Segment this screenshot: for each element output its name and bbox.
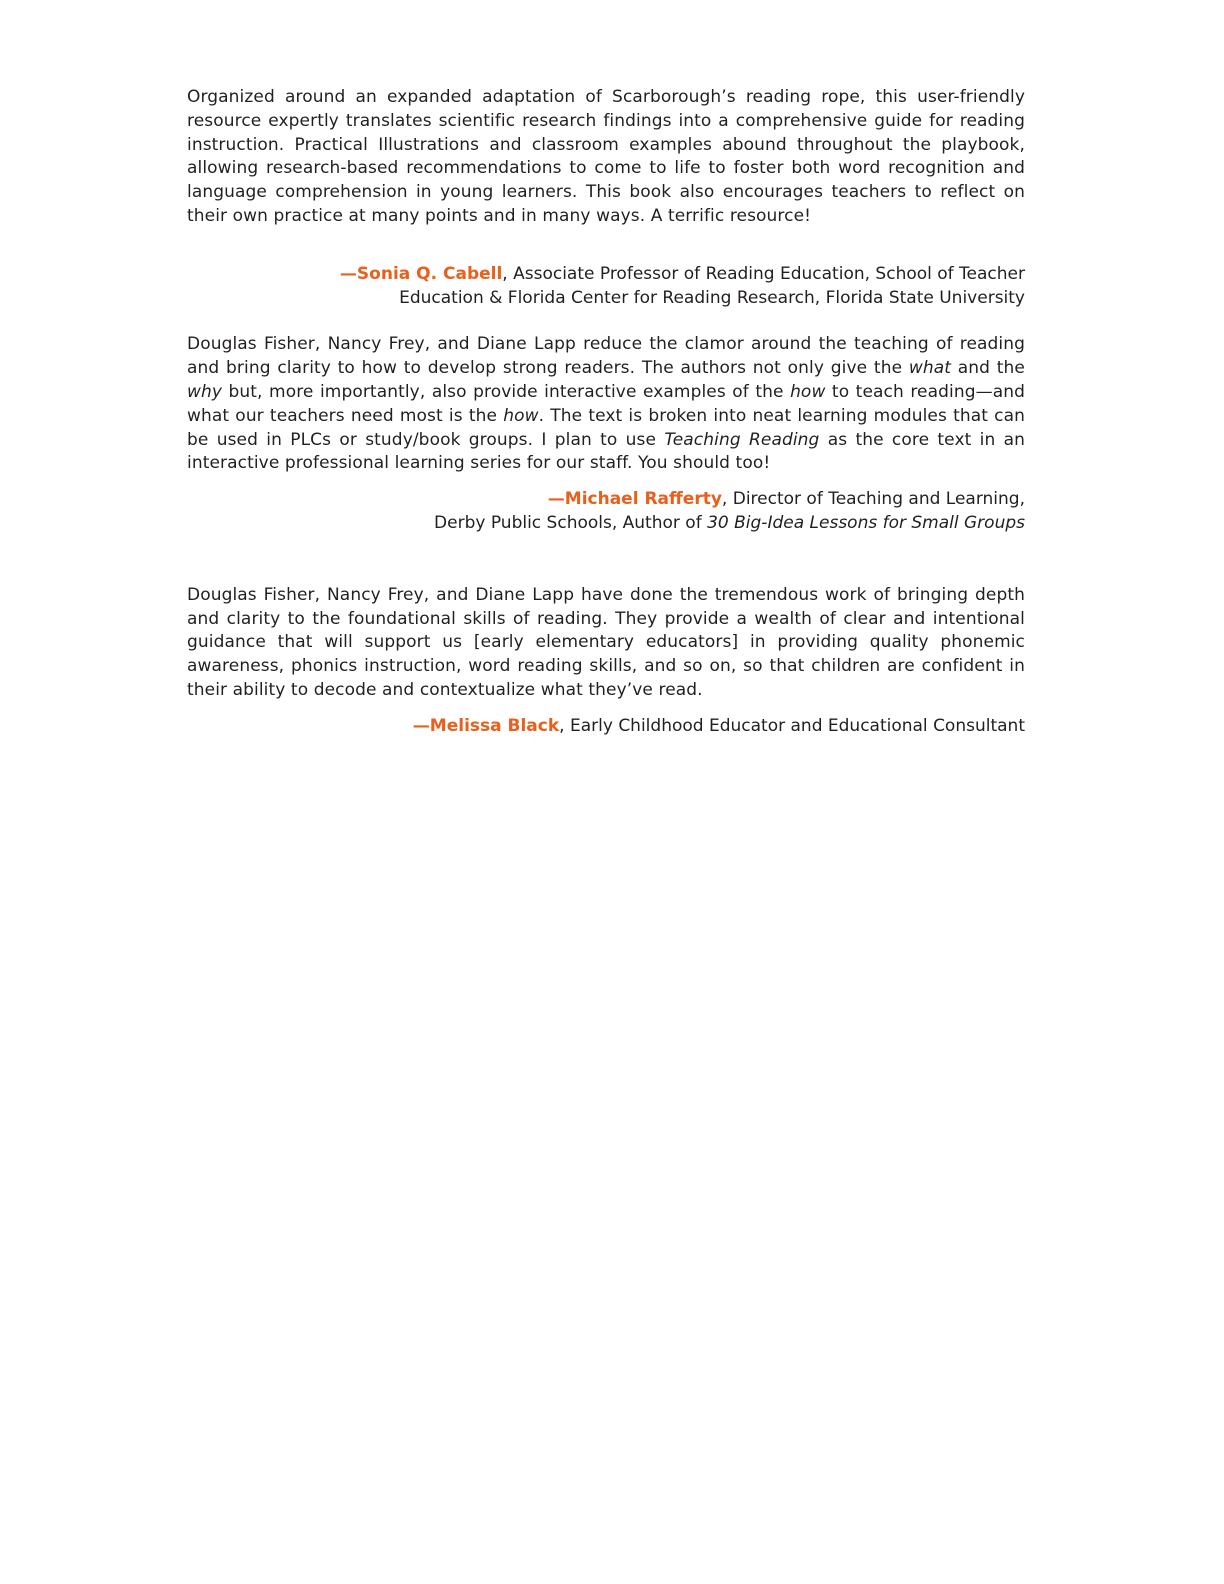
quote-emphasis: what bbox=[908, 358, 952, 379]
quote-book-title: Teaching Reading bbox=[664, 429, 820, 450]
quote-text: to teach reading—and what our teachers need most is the bbox=[187, 381, 1025, 426]
attribution-name: —Sonia Q. Cabell bbox=[339, 263, 503, 284]
testimonial-quote-cabell: Organized around an expanded adaptation of Scarborough’s reading rope, this user-friendly resource expertly translates scientific research findings into a comprehensive guide for reading instruction. Practical Illustrations and classroom examples abound throughout the playbook, allowing research-based recommendations to come to life to foster both word recognition and language comprehension in young learners. This book also encourages teachers to reflect on their own practice at many points and in many ways. A terrific resource! bbox=[187, 87, 1025, 226]
quote-text: as the core text in an interactive professional learning series for our staff. You should too! bbox=[187, 429, 1025, 474]
quote-text: . The text is broken into neat learning modules that can be used in PLCs or study/book groups. I plan to use bbox=[187, 405, 1025, 450]
attribution-line bbox=[187, 715, 1025, 739]
testimonial-attribution-rafferty bbox=[187, 488, 1025, 536]
attribution-affiliation: Education & Florida Center for Reading Research, Florida State University bbox=[399, 287, 1025, 308]
testimonial-quote-rafferty bbox=[187, 333, 1025, 476]
quote-emphasis: how bbox=[790, 381, 826, 402]
attribution-role: , Early Childhood Educator and Educational Consultant bbox=[559, 715, 1025, 736]
attribution-name: —Melissa Black bbox=[412, 715, 560, 736]
attribution-book-title: 30 Big-Idea Lessons for Small Groups bbox=[707, 512, 1025, 533]
quote-text: Douglas Fisher, Nancy Frey, and Diane Lapp reduce the clamor around the teaching of reading and bring clarity to how to develop strong readers. The authors not only give the bbox=[187, 334, 1025, 379]
attribution-role: , Director of Teaching and Learning, bbox=[721, 489, 1025, 510]
attribution-line bbox=[187, 488, 1025, 512]
quote-emphasis: why bbox=[187, 381, 223, 402]
testimonials-page bbox=[187, 86, 1025, 739]
quote-text: and the bbox=[951, 358, 1025, 379]
attribution-name: —Michael Rafferty bbox=[547, 489, 722, 510]
testimonial-attribution-cabell bbox=[187, 263, 1025, 311]
attribution-affiliation bbox=[187, 512, 1025, 536]
testimonial-quote-black: Douglas Fisher, Nancy Frey, and Diane Lapp have done the tremendous work of bringing depth and clarity to the foundational skills of reading. They provide a wealth of clear and intentional guidance that will support us [early elementary educators] in providing quality phonemic awareness, phonics instruction, word reading skills, and so on, so that children are confident in their ability to decode and contextualize what they’ve read. bbox=[187, 584, 1025, 700]
attribution-role: , Associate Professor of Reading Education, School of Teacher bbox=[502, 263, 1025, 284]
attribution-affiliation-text: Derby Public Schools, Author of bbox=[434, 512, 708, 533]
quote-emphasis: how bbox=[503, 405, 539, 426]
quote-text: but, more importantly, also provide interactive examples of the bbox=[222, 381, 791, 402]
attribution-line bbox=[187, 263, 1025, 287]
testimonial-attribution-black bbox=[187, 715, 1025, 739]
